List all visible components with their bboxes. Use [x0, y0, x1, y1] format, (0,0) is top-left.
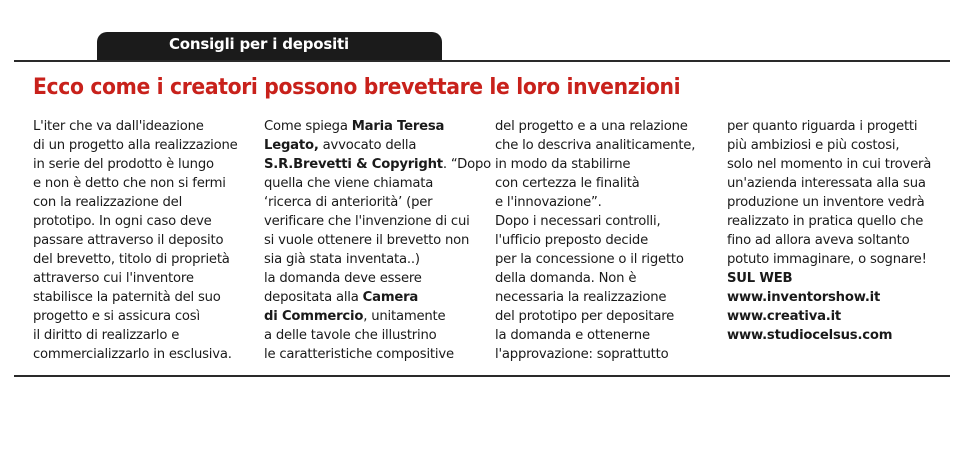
text-line: in modo da stabilirne — [495, 157, 631, 172]
headline: Ecco come i creatori possono brevettare le loro invenzioni — [33, 74, 681, 100]
text-line: Come spiega Maria Teresa — [264, 119, 445, 134]
text-line: in serie del prodotto è lungo — [33, 157, 214, 172]
text-line: di un progetto alla realizzazione — [33, 138, 238, 153]
article-column-2 — [264, 117, 491, 364]
bottom-rule — [14, 375, 950, 377]
text-line: con certezza le finalità — [495, 176, 640, 191]
text-line: più ambiziosi e più costosi, — [727, 138, 900, 153]
bold-text: S.R.Brevetti & Copyright — [264, 157, 443, 172]
text-line: passare attraverso il deposito — [33, 233, 224, 248]
text-line: progetto e si assicura così — [33, 309, 200, 324]
text-line: del prototipo per depositare — [495, 309, 675, 324]
bold-text: Camera — [362, 290, 419, 305]
text-line — [727, 307, 931, 326]
text-line: le caratteristiche compositive — [264, 347, 454, 362]
text-line: per quanto riguarda i progetti — [727, 119, 918, 134]
text-line — [727, 288, 931, 307]
text-line: commercializzarlo in esclusiva. — [33, 347, 232, 362]
text-line: realizzato in pratica quello che — [727, 214, 924, 229]
section-tab-label: Consigli per i depositi — [169, 35, 349, 53]
article-column-1 — [33, 117, 238, 364]
bold-text: www.inventorshow.it — [727, 290, 881, 305]
text-line: quella che viene chiamata — [264, 176, 434, 191]
bold-text: SUL WEB — [727, 271, 793, 286]
text-line: necessaria la realizzazione — [495, 290, 667, 305]
text-line: potuto immaginare, o sognare! — [727, 252, 927, 267]
text-line: stabilisce la paternità del suo — [33, 290, 221, 305]
text-line — [727, 269, 931, 288]
text-line: la domanda e ottenerne — [495, 328, 650, 343]
text-line: del progetto e a una relazione — [495, 119, 688, 134]
text-line: il diritto di realizzarlo e — [33, 328, 180, 343]
text-line: un'azienda interessata alla sua — [727, 176, 926, 191]
text-line: attraverso cui l'inventore — [33, 271, 194, 286]
top-rule — [14, 60, 950, 62]
text-line: Dopo i necessari controlli, — [495, 214, 661, 229]
bold-text: di Commercio — [264, 309, 364, 324]
text-line: con la realizzazione del — [33, 195, 183, 210]
text-line: a delle tavole che illustrino — [264, 328, 437, 343]
text-line — [727, 326, 931, 345]
text-line: per la concessione o il rigetto — [495, 252, 684, 267]
text-line: L'iter che va dall'ideazione — [33, 119, 204, 134]
text-line: che lo descriva analiticamente, — [495, 138, 696, 153]
text-line: verificare che l'invenzione di cui — [264, 214, 470, 229]
article-column-4 — [727, 117, 931, 345]
bold-text: www.studiocelsus.com — [727, 328, 893, 343]
text-line: sia già stata inventata..) — [264, 252, 420, 267]
text-line: Legato, avvocato della — [264, 138, 417, 153]
bold-text: Maria Teresa — [351, 119, 445, 134]
text-line: produzione un inventore vedrà — [727, 195, 925, 210]
bold-text: www.creativa.it — [727, 309, 842, 324]
text-line: depositata alla Camera — [264, 290, 419, 305]
text-line: prototipo. In ogni caso deve — [33, 214, 212, 229]
text-line: si vuole ottenere il brevetto non — [264, 233, 470, 248]
text-line: di Commercio, unitamente — [264, 309, 446, 324]
text-line: S.R.Brevetti & Copyright. “Dopo — [264, 157, 491, 172]
text-line: e non è detto che non si fermi — [33, 176, 226, 191]
text-line: e l'innovazione”. — [495, 195, 602, 210]
text-line: l'ufficio preposto decide — [495, 233, 649, 248]
text-line: l'approvazione: soprattutto — [495, 347, 669, 362]
text-line: del brevetto, titolo di proprietà — [33, 252, 230, 267]
text-line: fino ad allora aveva soltanto — [727, 233, 910, 248]
bold-text: Legato, — [264, 138, 319, 153]
text-line: la domanda deve essere — [264, 271, 422, 286]
text-line: solo nel momento in cui troverà — [727, 157, 932, 172]
text-line: della domanda. Non è — [495, 271, 637, 286]
text-line: ‘ricerca di anteriorità’ (per — [264, 195, 433, 210]
article-column-3 — [495, 117, 695, 364]
